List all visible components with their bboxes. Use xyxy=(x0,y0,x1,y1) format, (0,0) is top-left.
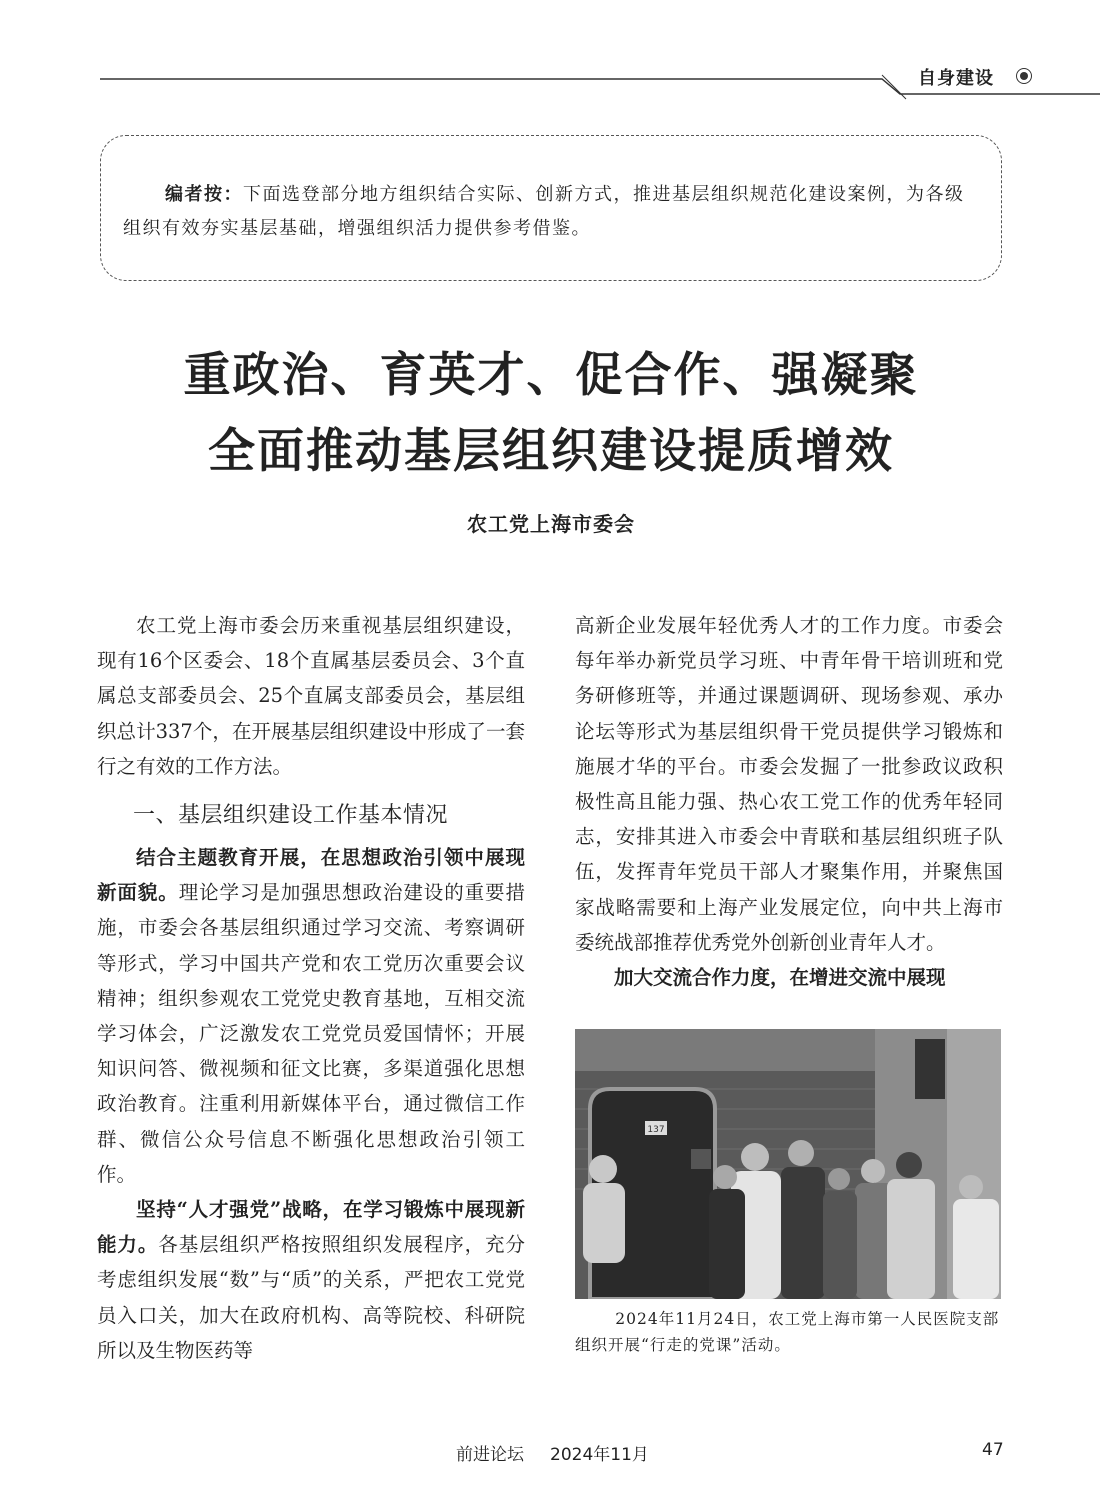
paragraph-2-text: 各基层组织严格按照组织发展程序，充分考虑组织发展“数”与“质”的关系，严把农工党党员入口关，加大在政府机构、高等院校、科研院所以及生物医药等 xyxy=(97,1233,525,1362)
intro-paragraph: 农工党上海市委会历来重视基层组织建设，现有16个区委会、18个直属基层委员会、3个直属总支部委员会、25个直属支部委员会，基层组织总计337个，在开展基层组织建设中形成了一套行之有效的工作方法。 xyxy=(97,614,525,778)
paragraph-3 xyxy=(575,960,1003,995)
photo-caption: 2024年11月24日，农工党上海市第一人民医院支部组织开展“行走的党课”活动。 xyxy=(575,1310,1000,1354)
editor-note-box xyxy=(100,135,1002,281)
paragraph-1 xyxy=(97,840,525,1192)
door-number: 137 xyxy=(647,1125,665,1135)
section-heading: 一、基层组织建设工作基本情况 xyxy=(133,803,449,829)
journal-name: 前进论坛 xyxy=(456,1445,524,1465)
paragraph-2 xyxy=(97,1192,525,1368)
paragraph-2-continued: 高新企业发展年轻优秀人才的工作力度。市委会每年举办新党员学习班、中青年骨干培训班和党务研修班等，并通过课题调研、现场参观、承办论坛等形式为基层组织骨干党员提供学习锻炼和施展才华的平台。市委会发掘了一批参政议政积极性高且能力强、热心农工党工作的优秀年轻同志，安排其进入市委会中青联和基层组织班子队伍，发挥青年党员干部人才聚集作用，并聚焦国家战略需要和上海产业发展定位，向中共上海市委统战部推荐优秀党外创新创业青年人才。 xyxy=(575,614,1003,954)
issue-date: 2024年11月 xyxy=(550,1445,649,1465)
editor-note-lead: 编者按： xyxy=(165,184,243,205)
paragraph-1-text: 理论学习是加强思想政治建设的重要措施，市委会各基层组织通过学习交流、考察调研等形式，学习中国共产党和农工党历次重要会议精神；组织参观农工党党史教育基地，互相交流学习体会，广泛激发农工党党员爱国情怀；开展知识问答、微视频和征文比赛，多渠道强化思想政治教育。注重利用新媒体平台，通过微信工作群、微信公众号信息不断强化思想政治引领工作。 xyxy=(97,881,525,1186)
paragraph-3-lead: 加大交流合作力度，在增进交流中展现 xyxy=(614,966,946,990)
article-title-line1: 重政治、育英才、促合作、强凝聚 xyxy=(183,348,919,403)
right-column xyxy=(575,608,1003,995)
paragraph-1-lead: 结合主题教育开展，在思想政治引领中展现新面貌。 xyxy=(97,846,525,905)
article-title-line2: 全面推动基层组织建设提质增效 xyxy=(208,424,894,479)
section-tag: 自身建设 xyxy=(918,68,994,89)
left-column xyxy=(97,608,525,1368)
page-number: 47 xyxy=(982,1440,1004,1460)
page-footer xyxy=(456,1440,675,1465)
paragraph-2-lead: 坚持“人才强党”战略，在学习锻炼中展现新能力。 xyxy=(97,1198,525,1257)
activity-photo xyxy=(575,1029,1001,1299)
editor-note-text: 下面选登部分地方组织结合实际、创新方式，推进基层组织规范化建设案例，为各级组织有效夯实基层基础，增强组织活力提供参考借鉴。 xyxy=(123,184,965,239)
article-author: 农工党上海市委会 xyxy=(467,512,635,536)
target-bullet-icon xyxy=(1016,68,1032,84)
photo-illustration xyxy=(575,1029,1001,1299)
